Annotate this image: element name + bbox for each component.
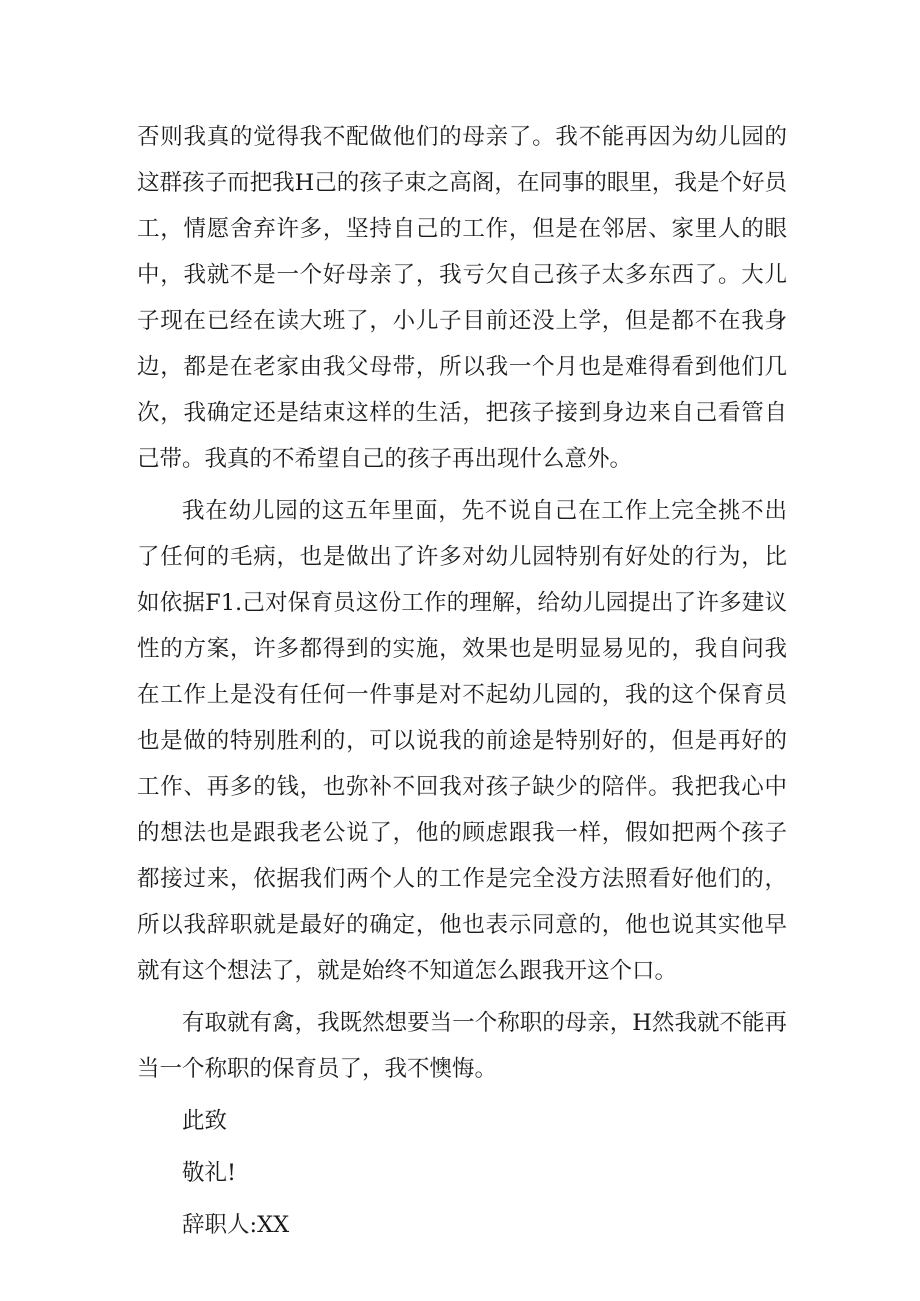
- paragraph-1: 否则我真的觉得我不配做他们的母亲了。我不能再因为幼儿园的这群孩子而把我H己的孩子束之高阁，在同事的眼里，我是个好员工，情愿舍弃许多，坚持自己的工作，但是在邻居、家里人的眼中，我就不是一个好母亲了，我亏欠自己孩子太多东西了。大儿子现在已经在读大班了，小儿子目前还没上学，但是都不在我身边，都是在老家由我父母带，所以我一个月也是难得看到他们几次，我确定还是结束这样的生活，把孩子接到身边来自己看管自己带。我真的不希望自己的孩子再出现什么意外。: [137, 124, 787, 472]
- letter-body: [137, 114, 787, 1248]
- paragraph-2: 我在幼儿园的这五年里面，先不说自己在工作上完全挑不出了任何的毛病，也是做出了许多对幼儿园特别有好处的行为，比如依据F1.己对保育员这份工作的理解，给幼儿园提出了许多建议性的方案，许多都得到的实施，效果也是明显易见的，我自问我在工作上是没有任何一件事是对不起幼儿园的，我的这个保育员也是做的特别胜利的，可以说我的前途是特别好的，但是再好的工作、再多的钱，也弥补不回我对孩子缺少的陪伴。我把我心中的想法也是跟我老公说了，他的顾虑跟我一样，假如把两个孩子都接过来，依据我们两个人的工作是完全没方法照看好他们的，所以我辞职就是最好的确定，他也表示同意的，他也说其实他早就有这个想法了，就是始终不知道怎么跟我开这个口。: [137, 498, 787, 984]
- paragraph-3: 有取就有禽，我既然想要当一个称职的母亲，H然我就不能再当一个称职的保育员了，我不懊悔。: [137, 1010, 787, 1082]
- closing-regards: 敬礼!: [182, 1160, 237, 1186]
- closing-salutation: 此致: [182, 1108, 228, 1134]
- signature: 辞职人:XX: [182, 1212, 290, 1238]
